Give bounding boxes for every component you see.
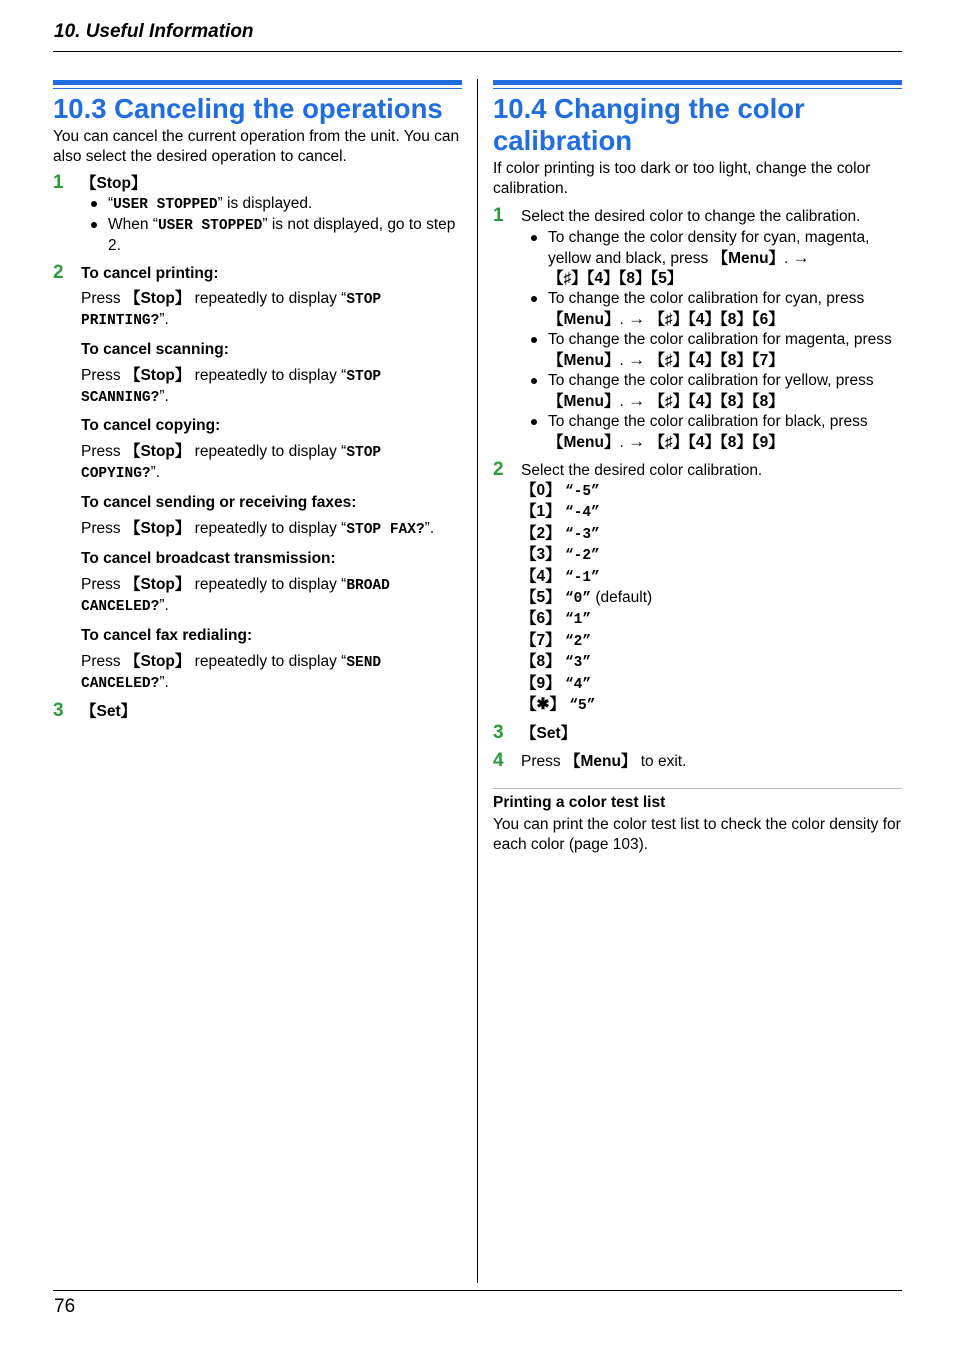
- stop-key: 【Stop】: [124, 443, 191, 460]
- bullet-list: [81, 194, 462, 256]
- bullet-item: To change the color calibration for cyan, press 【Menu】. → 【♯】【4】【8】【6】: [521, 289, 902, 330]
- footer-rule: [53, 1290, 902, 1291]
- section-bar: [493, 80, 902, 85]
- step-number: 2: [53, 262, 64, 283]
- arrow-icon: →: [628, 432, 646, 451]
- star-key: 【✱】: [521, 696, 565, 714]
- section-title: 10.3 Canceling the operations: [53, 93, 443, 124]
- case-heading: To cancel fax redialing:: [81, 627, 253, 644]
- bullet-item: To change the color calibration for yellow, press 【Menu】. → 【♯】【4】【8】【8】: [521, 371, 902, 412]
- column-divider: [477, 79, 478, 1283]
- menu-key: 【Menu】: [548, 311, 620, 328]
- arrow-icon: →: [628, 309, 646, 328]
- case-text: Press 【Stop】 repeatedly to display “SEND CANCELED?”.: [81, 653, 382, 692]
- step-number: 4: [493, 750, 504, 772]
- step-number: 1: [53, 172, 64, 193]
- case-heading: To cancel printing:: [81, 265, 219, 282]
- step-text: Select the desired color calibration.: [521, 462, 763, 479]
- calibration-option: 【0】 “-5”: [521, 482, 600, 500]
- step-1: [493, 207, 902, 453]
- step-text: Select the desired color to change the calibration.: [521, 208, 861, 225]
- key-sequence: 【♯】【4】【8】【5】: [548, 270, 683, 287]
- step-number: 1: [493, 205, 504, 226]
- section-bar-thin: [53, 88, 462, 89]
- case-text: Press 【Stop】 repeatedly to display “STOP COPYING?”.: [81, 443, 382, 482]
- bullet-item: When “USER STOPPED” is not displayed, go to step 2.: [81, 215, 462, 256]
- calibration-option: 【8】 “3”: [521, 653, 592, 672]
- section-color-calibration: [493, 80, 902, 855]
- step-number: 2: [493, 459, 504, 480]
- case-heading: To cancel copying:: [81, 417, 221, 434]
- stop-key: 【Stop】: [124, 520, 191, 537]
- bullet-item: To change the color density for cyan, magenta, yellow and black, press 【Menu】. → 【♯】【4】【8】【5】: [521, 228, 902, 289]
- key-sequence: 【♯】【4】【8】【6】: [649, 311, 784, 328]
- display-message: BROAD CANCELED?: [81, 578, 390, 615]
- note-heading: Printing a color test list: [493, 794, 666, 812]
- case-text: Press 【Stop】 repeatedly to display “STOP PRINTING?”.: [81, 290, 382, 329]
- menu-key: 【Menu】: [548, 434, 620, 451]
- calibration-option: 【6】 “1”: [521, 610, 592, 629]
- page-number: 76: [54, 1296, 76, 1317]
- menu-key: 【Menu】: [712, 250, 785, 267]
- set-key: 【Set】: [521, 725, 577, 743]
- menu-key: 【Menu】: [548, 393, 620, 410]
- arrow-icon: →: [792, 248, 810, 267]
- arrow-icon: →: [628, 391, 646, 410]
- display-message: STOP PRINTING?: [81, 292, 382, 329]
- display-message: STOP SCANNING?: [81, 369, 382, 406]
- bullet-item: To change the color calibration for black, press 【Menu】. → 【♯】【4】【8】【9】: [521, 412, 902, 453]
- note-divider: [493, 788, 902, 789]
- step-2: [493, 461, 902, 716]
- arrow-icon: →: [628, 350, 646, 369]
- stop-key: 【Stop】: [81, 175, 147, 192]
- key-sequence: 【♯】【4】【8】【9】: [649, 434, 784, 451]
- menu-key: 【Menu】: [548, 352, 620, 369]
- calibration-option: 【1】 “-4”: [521, 503, 600, 522]
- display-message: STOP COPYING?: [81, 445, 382, 482]
- step-2: [53, 264, 462, 694]
- step-3: [493, 724, 902, 744]
- calibration-choices: [521, 481, 902, 716]
- step-3: [53, 702, 462, 722]
- bullet-item: To change the color calibration for magenta, press 【Menu】. → 【♯】【4】【8】【7】: [521, 330, 902, 371]
- calibration-option: 【3】 “-2”: [521, 546, 600, 565]
- bullet-list: [521, 228, 902, 453]
- key-sequence: 【♯】【4】【8】【8】: [649, 393, 784, 410]
- calibration-option: 【5】 “0” (default): [521, 589, 653, 608]
- section-bar-thin: [493, 88, 902, 89]
- display-message: SEND CANCELED?: [81, 655, 382, 692]
- stop-key: 【Stop】: [124, 367, 191, 384]
- menu-key: 【Menu】: [564, 753, 637, 771]
- step-1: [53, 174, 462, 256]
- calibration-option: 【7】 “2”: [521, 631, 592, 650]
- section-bar: [53, 80, 462, 85]
- calibration-option: 【9】 “4”: [521, 674, 592, 693]
- case-heading: To cancel broadcast transmission:: [81, 550, 336, 567]
- display-message: USER STOPPED: [113, 197, 218, 213]
- running-header: 10. Useful Information: [54, 21, 254, 42]
- calibration-option: 【✱】 “5”: [521, 696, 596, 715]
- bullet-item: “USER STOPPED” is displayed.: [81, 194, 462, 215]
- step-4: 4 Press 【Menu】 to exit.: [493, 750, 687, 772]
- stop-key: 【Stop】: [124, 576, 191, 593]
- step-number: 3: [53, 700, 64, 721]
- display-message: STOP FAX?: [346, 522, 425, 538]
- display-message: USER STOPPED: [157, 218, 263, 234]
- case-heading: To cancel scanning:: [81, 341, 229, 358]
- section-intro: You can cancel the current operation from the unit. You can also select the desired operation to cancel.: [53, 128, 460, 165]
- calibration-option: 【2】 “-3”: [521, 524, 600, 543]
- case-heading: To cancel sending or receiving faxes:: [81, 494, 357, 511]
- header-rule: [53, 51, 902, 52]
- stop-key: 【Stop】: [124, 653, 191, 670]
- key-sequence: 【♯】【4】【8】【7】: [649, 352, 784, 369]
- case-text: Press 【Stop】 repeatedly to display “STOP FAX?”.: [81, 520, 435, 538]
- case-text: Press 【Stop】 repeatedly to display “BROAD CANCELED?”.: [81, 576, 390, 615]
- section-title: 10.4 Changing the color calibration: [493, 93, 805, 156]
- section-canceling: [53, 80, 462, 722]
- step-number: 3: [493, 722, 504, 744]
- calibration-option: 【4】 “-1”: [521, 567, 600, 586]
- stop-key: 【Stop】: [124, 290, 191, 307]
- note-text: You can print the color test list to check the color density for each color (page 103).: [493, 816, 901, 854]
- case-text: Press 【Stop】 repeatedly to display “STOP SCANNING?”.: [81, 367, 382, 406]
- set-key: 【Set】: [81, 703, 137, 720]
- section-intro: If color printing is too dark or too light, change the color calibration.: [493, 160, 871, 197]
